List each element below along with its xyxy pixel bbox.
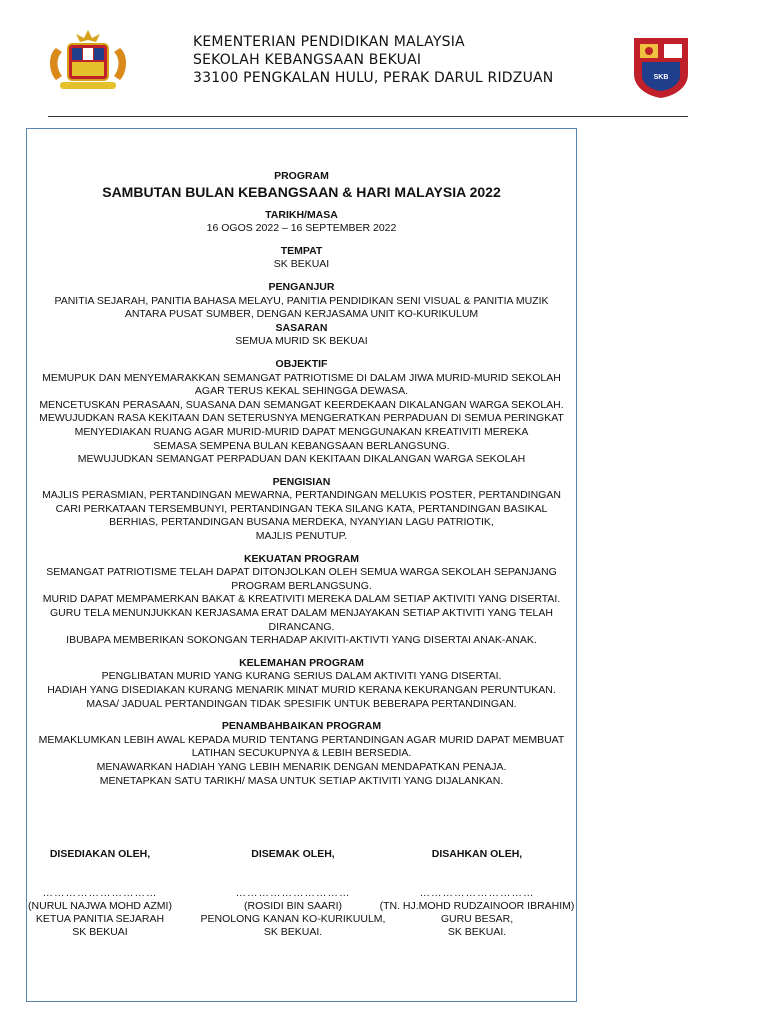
signature-line: ………………………… [235, 887, 351, 899]
improvement-line: MENAWARKAN HADIAH YANG LEBIH MENARIK DENGAN MENDAPATKAN PENAJA. [96, 760, 507, 773]
letterhead-text [193, 33, 553, 87]
school-shield-logo-icon [630, 34, 692, 100]
objective-line: MEWUJUDKAN SEMANGAT PERPADUAN DAN KEKITAAN DIKALANGAN WARGA SEKOLAH [77, 453, 526, 466]
program-title: SAMBUTAN BULAN KEBANGSAAN & HARI MALAYSIA 2022 [102, 183, 501, 200]
weakness-heading: KELEMAHAN PROGRAM [239, 656, 364, 669]
signatory-name: (NURUL NAJWA MOHD AZMI) [28, 900, 172, 912]
improvement-heading: PENAMBAHBAIKAN PROGRAM [221, 720, 382, 733]
objective-line: MEMUPUK DAN MENYEMARAKKAN SEMANGAT PATRIOTISME DI DALAM JIWA MURID-MURID SEKOLAH [42, 371, 561, 384]
objective-line: AGAR TERUS KEKAL SEHINGGA DEWASA. [194, 385, 409, 398]
weakness-line: HADIAH YANG DISEDIAKAN KURANG MENARIK MINAT MURID KERANA KEKURANGAN PERUNTUKAN. [47, 684, 556, 696]
program-venue: SK BEKUAI [273, 258, 330, 271]
logo-initials: SKB [653, 74, 669, 81]
organizer-line: PANITIA SEJARAH, PANITIA BAHASA MELAYU, PANITIA PENDIDIKAN SENI VISUAL & PANITIA MUZIK [54, 294, 549, 307]
strength-line: PROGRAM BERLANGSUNG. [231, 579, 372, 592]
objective-line: MEWUJUDKAN RASA KEKITAAN DAN SETERUSNYA MENGERATKAN PERPADUAN DI SEMUA PERINGKAT [39, 412, 564, 425]
signatory-title: KETUA PANITIA SEJARAH [35, 913, 165, 925]
strength-line: DIRANCANG. [268, 620, 335, 633]
school-address: 33100 PENGKALAN HULU, PERAK DARUL RIDZUAN [193, 70, 554, 86]
objective-line: SEMASA SEMPENA BULAN KEBANGSAAN BERLANGSUNG. [153, 439, 450, 452]
strength-heading: KEKUATAN PROGRAM [243, 552, 360, 565]
signature-prepared [0, 848, 200, 939]
date-heading: TARIKH/MASA [265, 208, 338, 221]
organizer-line: ANTARA PUSAT SUMBER, DENGAN KERJASAMA UNIT KO-KURIKULUM [124, 308, 479, 321]
strength-line: GURU TELA MENUNJUKKAN KERJASAMA ERAT DALAM MENJAYAKAN SETIAP AKTIVITI YANG TELAH [50, 607, 553, 620]
signature-role: DISEDIAKAN OLEH, [49, 848, 151, 860]
improvement-line: MENETAPKAN SATU TARIKH/ MASA UNTUK SETIAP AKTIVITI YANG DIJALANKAN. [99, 774, 504, 787]
ministry-name: KEMENTERIAN PENDIDIKAN MALAYSIA [193, 34, 465, 50]
signatory-name: (TN. HJ.MOHD RUDZAINOOR IBRAHIM) [379, 900, 575, 912]
program-target: SEMUA MURID SK BEKUAI [235, 335, 368, 348]
signature-checked [193, 848, 393, 939]
header-divider [48, 116, 688, 117]
signature-line: ………………………… [419, 887, 535, 899]
signatory-title: GURU BESAR, [440, 913, 514, 925]
program-report [26, 170, 577, 788]
program-date: 16 OGOS 2022 – 16 SEPTEMBER 2022 [206, 222, 397, 235]
letterhead [0, 0, 768, 120]
objective-line: MENYEDIAKAN RUANG AGAR MURID-MURID DAPAT MENGGUNAKAN KREATIVITI MEREKA [74, 425, 529, 438]
content-line: BERHIAS, PERTANDINGAN BUSANA MERDEKA, NYANYIAN LAGU PATRIOTIK, [109, 516, 494, 529]
signatory-place: SK BEKUAI [72, 926, 128, 938]
content-line: MAJLIS PENUTUP. [255, 530, 348, 543]
malaysia-coat-of-arms-icon [44, 28, 132, 92]
strength-line: SEMANGAT PATRIOTISME TELAH DAPAT DITONJOLKAN OLEH SEMUA WARGA SEKOLAH SEPANJANG [46, 566, 557, 579]
strength-line: IBUBAPA MEMBERIKAN SOKONGAN TERHADAP AKIVITI-AKTIVTI YANG DISERTAI ANAK-ANAK. [66, 634, 537, 647]
signature-approved [377, 848, 577, 939]
venue-heading: TEMPAT [280, 244, 323, 257]
content-heading: PENGISIAN [272, 475, 331, 488]
target-heading: SASARAN [275, 321, 328, 334]
improvement-line: MEMAKLUMKAN LEBIH AWAL KEPADA MURID TENTANG PERTANDINGAN AGAR MURID DAPAT MEMBUAT [38, 733, 565, 746]
signatory-place: SK BEKUAI. [263, 926, 323, 938]
organizer-heading: PENGANJUR [268, 280, 335, 293]
signatory-place: SK BEKUAI. [447, 926, 507, 938]
signature-line: ………………………… [42, 887, 158, 899]
content-line: MAJLIS PERASMIAN, PERTANDINGAN MEWARNA, PERTANDINGAN MELUKIS POSTER, PERTANDINGAN [42, 489, 561, 502]
strength-line: MURID DAPAT MEMPAMERKAN BAKAT & KREATIVITI MEREKA DALAM SETIAP AKTIVITI YANG DISERTAI. [42, 593, 561, 606]
objective-heading: OBJEKTIF [275, 357, 328, 370]
weakness-line: MASA/ JADUAL PERTANDINGAN TIDAK SPESIFIK UNTUK BEBERAPA PERTANDINGAN. [86, 697, 517, 710]
program-label: PROGRAM [274, 170, 329, 182]
signature-role: DISAHKAN OLEH, [431, 848, 523, 860]
weakness-line: PENGLIBATAN MURID YANG KURANG SERIUS DALAM AKTIVITI YANG DISERTAI. [101, 670, 502, 683]
objective-line: MENCETUSKAN PERASAAN, SUASANA DAN SEMANGAT KEERDEKAAN DIKALANGAN WARGA SEKOLAH. [39, 398, 564, 411]
signature-role: DISEMAK OLEH, [251, 848, 335, 860]
signatory-name: (ROSIDI BIN SAARI) [243, 900, 342, 912]
improvement-line: LATIHAN SECUKUPNYA & LEBIH BERSEDIA. [191, 747, 412, 760]
school-name: SEKOLAH KEBANGSAAN BEKUAI [193, 52, 422, 68]
content-line: CARI PERKATAAN TERSEMBUNYI, PERTANDINGAN TEKA SILANG KATA, PERTANDINGAN BASIKAL [55, 502, 548, 515]
signatory-title: PENOLONG KANAN KO-KURIKUULM, [200, 913, 386, 925]
